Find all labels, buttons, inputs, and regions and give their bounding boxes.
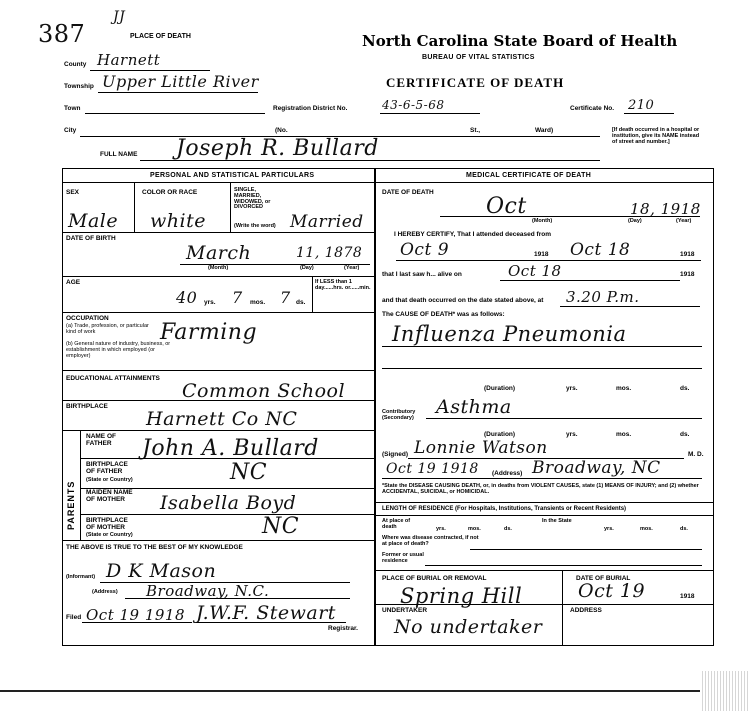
- death-date-line: [440, 216, 700, 217]
- city-label: City: [64, 127, 77, 134]
- contributory-label: Contributory (Secondary): [382, 409, 416, 421]
- date-of-death-label: DATE OF DEATH: [382, 189, 434, 196]
- row-occupation-bottom: [62, 370, 374, 371]
- footnote-bottom: [374, 502, 714, 503]
- section-header-bottom: [62, 182, 714, 183]
- handwritten-record-number: 387: [38, 20, 86, 48]
- board-title: North Carolina State Board of Health: [362, 32, 678, 50]
- dob-month-caption: (Month): [208, 265, 229, 271]
- street-number-label: (No.: [275, 127, 288, 134]
- residence-label-bottom: [374, 515, 714, 516]
- filed-label: Filed: [66, 614, 82, 621]
- undertaker-label: UNDERTAKER: [382, 607, 428, 614]
- in-state-label: In the State: [542, 518, 572, 524]
- father-birthplace-sublabel: (State or Country): [86, 477, 133, 483]
- residence-section-bottom: [374, 570, 714, 571]
- attended-from-value: Oct 9: [400, 240, 450, 260]
- residence-mos-2: mos.: [640, 526, 653, 532]
- certify-text: I HEREBY CERTIFY, That I attended deceased from: [394, 231, 551, 238]
- where-contracted-label: Where was disease contracted, if not at place of death?: [382, 535, 479, 547]
- township-label: Township: [64, 83, 94, 90]
- filed-line: [82, 622, 192, 623]
- attended-to-value: Oct 18: [570, 240, 631, 260]
- row-birthplace-bottom: [62, 430, 374, 431]
- row-education-bottom: [62, 400, 374, 401]
- age-label: AGE: [66, 279, 81, 286]
- last-saw-line: [500, 280, 680, 281]
- burial-year-value: 1918: [680, 593, 695, 600]
- physician-md-label: M. D.: [688, 451, 704, 458]
- informant-address-line: [125, 598, 350, 599]
- occupation-label: OCCUPATION: [66, 315, 109, 322]
- mother-birthplace-value: NC: [262, 514, 300, 539]
- age-less-than-day-label: If LESS than 1 day......hrs. or......min.: [315, 279, 371, 291]
- dob-year-caption: (Year): [344, 265, 360, 271]
- registrar-line: [196, 622, 346, 623]
- age-months-value: 7: [232, 288, 243, 307]
- certificate-number-value: 210: [628, 98, 655, 113]
- residence-label: LENGTH OF RESIDENCE (For Hospitals, Institutions, Transients or Recent Residents): [382, 506, 627, 512]
- physician-signed-label: (Signed): [382, 451, 408, 458]
- color-value: white: [150, 210, 206, 232]
- physician-signed-value: Lonnie Watson: [414, 438, 548, 458]
- duration-label-1: (Duration): [484, 385, 516, 392]
- duration-ds-1: ds.: [680, 385, 690, 392]
- color-marital-divider: [230, 182, 231, 232]
- place-of-death-label: PLACE OF DEATH: [130, 33, 191, 40]
- handwritten-note: JJ: [113, 9, 126, 25]
- death-year-caption: (Year): [676, 218, 692, 224]
- age-days-value: 7: [280, 288, 291, 307]
- residence-yrs-2: yrs.: [604, 526, 614, 532]
- duration-yrs-1: yrs.: [566, 385, 578, 392]
- father-birthplace-label: BIRTHPLACE OF FATHER: [86, 461, 128, 475]
- undertaker-value: No undertaker: [394, 616, 543, 638]
- marital-status-sublabel: (Write the word): [234, 223, 276, 229]
- mother-name-label: MAIDEN NAME OF MOTHER: [86, 489, 133, 503]
- father-name-value: John A. Bullard: [142, 436, 319, 461]
- row-father-name-bottom: [80, 458, 374, 459]
- undertaker-address-label: ADDRESS: [570, 607, 602, 614]
- row-mother-birthplace-bottom: [62, 540, 374, 541]
- certificate-title: CERTIFICATE OF DEATH: [386, 75, 565, 90]
- duration-label-2: (Duration): [484, 431, 516, 438]
- death-day-caption: (Day): [628, 218, 642, 224]
- county-label: County: [64, 61, 87, 68]
- physician-address-value: Broadway, NC: [532, 458, 661, 478]
- contributory-value: Asthma: [436, 396, 512, 418]
- cause-footnote: *State the DISEASE CAUSING DEATH, or, in deaths from VIOLENT CAUSES, state (1) MEANS OF INJURY; and (2) whether ACCIDENTAL, SUICIDAL, or HOMICIDAL.: [382, 483, 699, 495]
- duration-mos-2: mos.: [616, 431, 632, 438]
- birthplace-label: BIRTHPLACE: [66, 403, 108, 410]
- mother-birthplace-sublabel: (State or Country): [86, 532, 133, 538]
- duration-mos-1: mos.: [616, 385, 632, 392]
- color-race-label: COLOR OR RACE: [142, 189, 198, 196]
- marital-status-label: SINGLE, MARRIED, WIDOWED, or DIVORCED: [234, 187, 271, 211]
- scan-edge-line: [0, 690, 700, 692]
- row-dob-bottom: [62, 276, 374, 277]
- parents-label: PARENTS: [66, 480, 76, 530]
- physician-signed-date: Oct 19 1918: [386, 461, 479, 477]
- marital-value: Married: [290, 212, 364, 232]
- hospital-note: [If death occurred in a hospital or institution, give its NAME instead of street and number.]: [612, 127, 700, 145]
- age-years-unit: yrs.: [204, 299, 216, 306]
- where-contracted-line: [470, 549, 702, 550]
- town-line: [85, 113, 265, 114]
- residence-yrs-1: yrs.: [436, 526, 446, 532]
- ward-label: Ward): [535, 127, 554, 134]
- burial-date-divider: [562, 570, 563, 646]
- certificate-number-label: Certificate No.: [570, 105, 615, 112]
- attended-line: [396, 260, 701, 261]
- death-time-value: 3.20 P.m.: [566, 288, 640, 306]
- registrar-label: Registrar.: [328, 625, 358, 632]
- death-day-year-value: 18, 1918: [630, 200, 701, 218]
- registration-district-label: Registration District No.: [273, 105, 348, 112]
- attended-year-1: 1918: [534, 251, 549, 258]
- education-value: Common School: [182, 380, 346, 402]
- county-line: [90, 70, 210, 71]
- personal-section-title: PERSONAL AND STATISTICAL PARTICULARS: [150, 172, 315, 179]
- occupation-sub-b: (b) General nature of industry, business, or establishment in which employed (or employer): [66, 341, 171, 359]
- duration-ds-2: ds.: [680, 431, 690, 438]
- dob-day-caption: (Day): [300, 265, 314, 271]
- former-residence-label: Former or usual residence: [382, 552, 424, 564]
- cause-of-death-value: Influenza Pneumonia: [392, 322, 627, 346]
- physician-address-line: [382, 478, 702, 479]
- sex-color-divider: [134, 182, 135, 232]
- age-months-unit: mos.: [250, 299, 266, 306]
- occupation-sub-a: (a) Trade, profession, or particular kind of work: [66, 323, 149, 335]
- mother-name-value: Isabella Boyd: [160, 492, 297, 514]
- center-divider: [374, 168, 376, 646]
- residence-mos-1: mos.: [468, 526, 481, 532]
- death-time-text: and that death occurred on the date stated above, at: [382, 297, 544, 304]
- date-of-birth-month: March: [186, 242, 252, 264]
- town-label: Town: [64, 105, 81, 112]
- age-years-value: 40: [176, 288, 198, 307]
- filed-value: Oct 19 1918: [86, 606, 186, 624]
- last-saw-value: Oct 18: [508, 262, 562, 280]
- occupation-value: Farming: [160, 320, 258, 345]
- row-sex-bottom: [62, 232, 374, 233]
- certificate-number-line: [624, 113, 674, 114]
- attended-year-2: 1918: [680, 251, 695, 258]
- physician-address-label: (Address): [492, 470, 523, 477]
- burial-date-label: DATE OF BURIAL: [576, 575, 631, 582]
- education-label: EDUCATIONAL ATTAINMENTS: [66, 375, 160, 382]
- informant-address-label: (Address): [92, 589, 118, 595]
- true-statement: THE ABOVE IS TRUE TO THE BEST OF MY KNOWLEDGE: [66, 544, 243, 551]
- township-value: Upper Little River: [102, 72, 259, 91]
- sex-value: Male: [68, 210, 119, 232]
- date-of-birth-day-year: 11, 1878: [296, 245, 363, 261]
- full-name-label: FULL NAME: [100, 151, 138, 158]
- last-saw-year: 1918: [680, 271, 695, 278]
- age-less-divider: [312, 276, 313, 312]
- death-time-line: [560, 306, 700, 307]
- residence-ds-1: ds.: [504, 526, 512, 532]
- bureau-title: BUREAU OF VITAL STATISTICS: [422, 54, 535, 61]
- township-line: [98, 92, 258, 93]
- last-saw-text: that I last saw h... alive on: [382, 271, 462, 278]
- parents-divider: [80, 430, 81, 540]
- full-name-value: Joseph R. Bullard: [176, 136, 379, 161]
- row-age-bottom: [62, 312, 374, 313]
- residence-ds-2: ds.: [680, 526, 688, 532]
- scan-noise: [702, 671, 750, 711]
- cause-line-1: [382, 346, 702, 347]
- registrar-value: J.W.F. Stewart: [196, 602, 336, 624]
- informant-value: D K Mason: [106, 560, 217, 582]
- death-month-caption: (Month): [532, 218, 553, 224]
- date-of-birth-label: DATE OF BIRTH: [66, 235, 116, 242]
- at-place-label: At place of death: [382, 518, 411, 530]
- burial-place-label: PLACE OF BURIAL OR REMOVAL: [382, 575, 487, 582]
- death-month-value: Oct: [486, 194, 527, 219]
- sex-label: SEX: [66, 189, 80, 196]
- registration-district-value: 43-6-5-68: [382, 98, 445, 112]
- burial-date-value: Oct 19: [578, 580, 646, 602]
- former-residence-line: [425, 565, 702, 566]
- informant-address-value: Broadway, N.C.: [146, 582, 270, 600]
- burial-place-value: Spring Hill: [400, 584, 523, 608]
- burial-row-bottom: [374, 604, 714, 605]
- street-label: St.,: [470, 127, 481, 134]
- row-mother-name-bottom: [80, 514, 374, 515]
- age-days-unit: ds.: [296, 299, 306, 306]
- birthplace-value: Harnett Co NC: [146, 408, 298, 430]
- mother-birthplace-label: BIRTHPLACE OF MOTHER: [86, 517, 128, 531]
- cause-of-death-label: The CAUSE OF DEATH* was as follows:: [382, 311, 505, 318]
- cause-line-2: [382, 368, 702, 369]
- duration-yrs-2: yrs.: [566, 431, 578, 438]
- father-name-label: NAME OF FATHER: [86, 433, 116, 447]
- medical-section-title: MEDICAL CERTIFICATE OF DEATH: [466, 172, 592, 179]
- contributory-line: [426, 418, 702, 419]
- informant-label: (Informant): [66, 574, 96, 580]
- registration-district-line: [380, 113, 480, 114]
- county-value: Harnett: [97, 51, 161, 69]
- father-birthplace-value: NC: [230, 460, 268, 485]
